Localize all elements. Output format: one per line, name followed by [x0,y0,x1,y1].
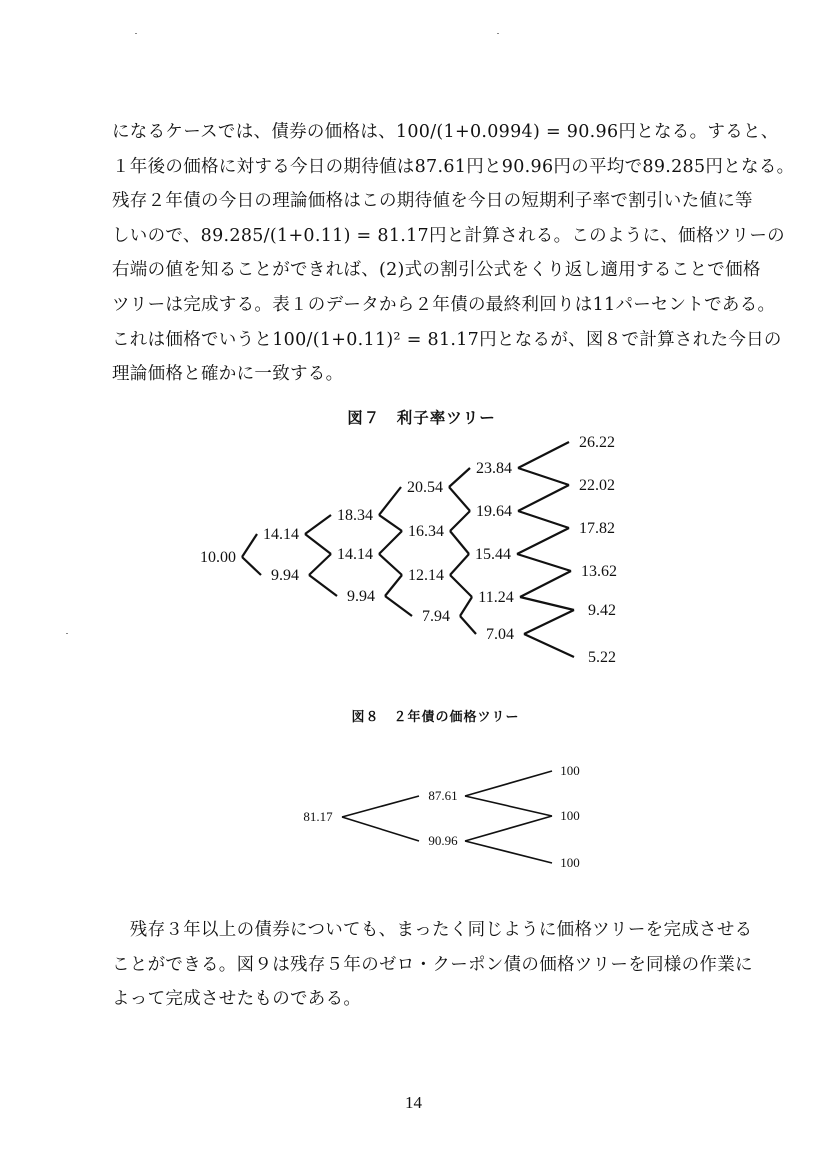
tree-branch [385,596,412,616]
tree-branch [520,571,571,597]
rate-node: 14.14 [263,526,299,543]
tree-branch [385,575,402,596]
body-paragraph-1 [112,115,795,392]
text-line: 右端の値を知ることができれば、(2)式の割引公式をくり返し適用することで価格 [112,260,761,281]
tree-branch [465,771,552,796]
tree-branch [309,554,331,575]
text-line: 残存３年以上の債券についても、まったく同じように価格ツリーを完成させる [112,920,753,940]
tree-branch [379,487,401,515]
rate-node: 19.64 [476,503,512,520]
rate-node: 23.84 [476,460,512,477]
tree-branch [342,817,419,841]
tree-branch [450,511,470,531]
rate-node: 12.14 [408,567,444,584]
rate-node: 16.34 [408,523,444,540]
tree-branch [379,515,402,531]
figure-8-caption: 図８ ２年債の価格ツリー [351,710,520,725]
tree-branch [465,796,552,816]
tree-branch [517,554,571,571]
price-node: 100 [560,763,580,778]
tree-branch [450,531,469,554]
rate-node: 11.24 [478,589,514,606]
tree-branch [305,534,331,554]
price-node: 100 [560,855,580,870]
tree-branch [379,531,402,554]
rate-node: 5.22 [588,649,616,666]
tree-branch [242,534,257,557]
rate-node: 9.42 [588,602,616,619]
price-node: 81.17 [303,809,333,824]
tree-branch [449,468,470,487]
rate-node: 10.00 [200,549,236,566]
page-number: 14 [405,1093,422,1112]
tree-branch [465,816,552,841]
rate-node: 17.82 [579,520,615,537]
tree-branch [518,511,569,528]
tree-branch [524,634,574,657]
rate-node: 9.94 [347,588,375,605]
price-node: 90.96 [428,833,458,848]
rate-node: 9.94 [271,567,299,584]
text-line: よって完成させたものである。 [112,989,362,1010]
tree-branch [518,468,569,485]
rate-node: 20.54 [407,479,443,496]
tree-branch [342,796,419,817]
rate-node: 22.02 [579,477,615,494]
rate-node: 14.14 [337,546,373,563]
scan-speck [135,33,137,34]
tree-branch [450,554,469,575]
price-node: 87.61 [428,788,458,803]
tree-branch [517,528,569,554]
rate-node: 15.44 [475,546,511,563]
text-line: ことができる。図９は残存５年のゼロ・クーポン債の価格ツリーを同様の作業に [112,954,753,975]
tree-branch [460,616,476,634]
text-line: １年後の価格に対する今日の期待値は87.61円と90.96円の平均で89.285円となる。 [112,156,795,177]
rate-node: 13.62 [581,563,617,580]
rate-node: 7.94 [422,608,450,625]
scan-speck [497,33,499,34]
tree-branch [242,557,261,575]
tree-branch [460,597,472,616]
figure-7-caption: 図７ 利子率ツリー [347,409,496,427]
tree-branch [379,554,402,575]
tree-branch [450,575,472,597]
body-paragraph-2 [112,913,753,1017]
tree-branch [518,442,569,468]
tree-branch [449,487,470,511]
rate-node: 18.34 [337,507,373,524]
text-line: 理論価格と確かに一致する。 [112,364,344,385]
text-line: ツリーは完成する。表１のデータから２年債の最終利回りは11パーセントである。 [112,294,776,315]
text-line: これは価格でいうと100/(1+0.11)² = 81.17円となるが、図８で計算された今日の [112,329,782,350]
tree-branch [524,610,574,634]
tree-branch [465,841,552,863]
bond-price-tree [0,755,827,885]
tree-branch [518,485,569,511]
rate-node: 26.22 [579,434,615,451]
tree-branch [305,515,331,534]
tree-branch [309,575,337,596]
tree-branch [520,597,574,610]
interest-rate-tree [0,430,827,670]
price-node: 100 [560,808,580,823]
text-line: になるケースでは、債券の価格は、100/(1+0.0994) = 90.96円となる。すると、 [112,122,779,142]
rate-node: 7.04 [486,626,514,643]
text-line: しいので、89.285/(1+0.11) = 81.17円と計算される。このように、価格ツリーの [112,225,785,246]
text-line: 残存２年債の今日の理論価格はこの期待値を今日の短期利子率で割引いた値に等 [112,191,753,212]
